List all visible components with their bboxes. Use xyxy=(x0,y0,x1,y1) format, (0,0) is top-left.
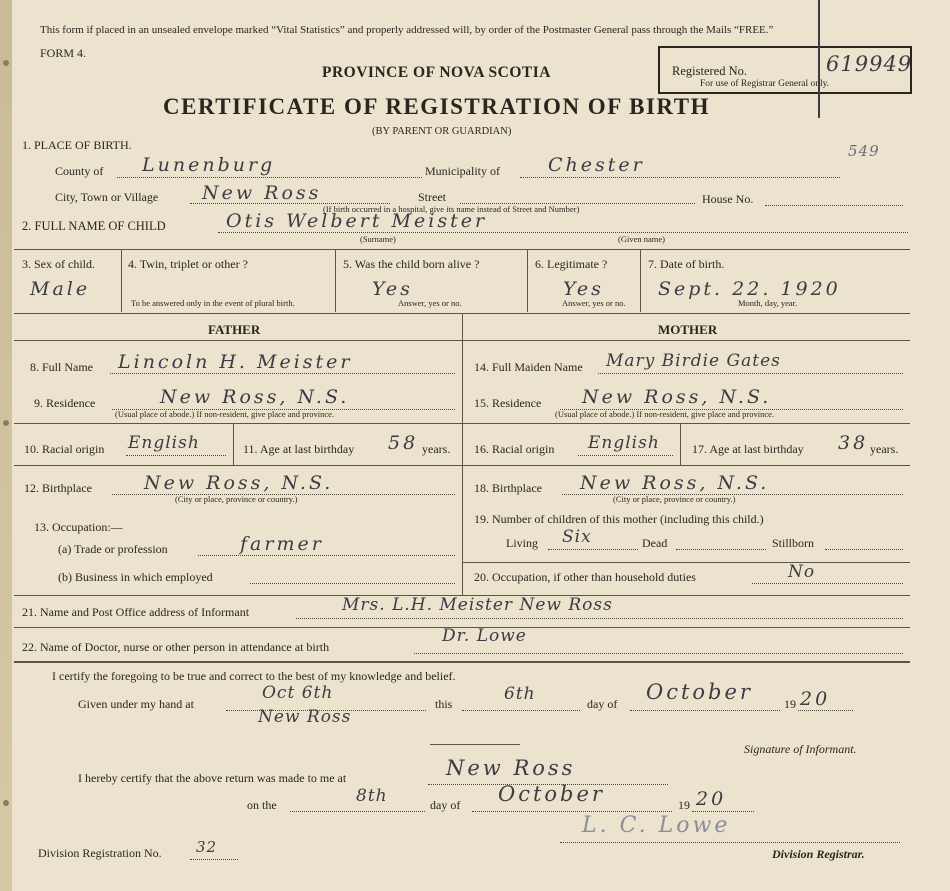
registered-label: Registered No. xyxy=(672,64,747,78)
year-line xyxy=(798,710,853,711)
informant-value: Mrs. L.H. Meister New Ross xyxy=(342,595,613,615)
this-line xyxy=(462,710,580,711)
trade-label: (a) Trade or profession xyxy=(58,542,168,556)
rule xyxy=(462,562,910,563)
living-line xyxy=(548,549,638,550)
business-line xyxy=(250,583,455,584)
given-label: Given under my hand at xyxy=(78,697,194,711)
year-value: 20 xyxy=(800,688,831,710)
divider xyxy=(335,249,336,312)
month-line-2 xyxy=(472,811,672,812)
mother-heading: MOTHER xyxy=(658,322,718,337)
column-divider xyxy=(462,313,463,595)
dead-label: Dead xyxy=(642,536,668,550)
county-value: Lunenburg xyxy=(142,154,276,176)
year-line-2 xyxy=(692,811,754,812)
rule xyxy=(14,340,910,341)
mother-racial-line xyxy=(578,455,673,456)
mother-name-value: Mary Birdie Gates xyxy=(606,351,781,371)
father-name-line xyxy=(110,373,455,374)
living-value: Six xyxy=(562,527,592,547)
binding-strip xyxy=(0,0,12,891)
binding-hole xyxy=(3,420,9,426)
father-age-label: 11. Age at last birthday xyxy=(243,442,355,456)
father-name-label: 8. Full Name xyxy=(30,360,93,374)
mother-name-label: 14. Full Maiden Name xyxy=(474,360,583,374)
father-racial-line xyxy=(126,455,226,456)
pen-stroke xyxy=(818,0,820,118)
doctor-line xyxy=(414,653,903,654)
municipality-value: Chester xyxy=(548,154,645,176)
mother-birthplace-note: (City or place, province or country.) xyxy=(613,494,736,504)
father-racial-label: 10. Racial origin xyxy=(24,442,105,456)
certificate-title: CERTIFICATE OF REGISTRATION OF BIRTH xyxy=(163,94,710,119)
month-line xyxy=(630,710,780,711)
father-years: years. xyxy=(422,442,451,456)
stillborn-label: Stillborn xyxy=(772,536,815,550)
child-name-label: 2. FULL NAME OF CHILD xyxy=(22,219,166,233)
twin-note: To be answered only in the event of plural birth. xyxy=(131,298,295,308)
father-residence-note: (Usual place of abode.) If non-resident, give place and province. xyxy=(115,409,335,419)
registrar-use-note: For use of Registrar General only. xyxy=(700,79,830,89)
informant-label: 21. Name and Post Office address of Informant xyxy=(22,605,250,619)
mother-racial-value: English xyxy=(588,433,660,453)
sex-label: 3. Sex of child. xyxy=(22,257,95,271)
business-label: (b) Business in which employed xyxy=(58,570,213,584)
legitimate-value: Yes xyxy=(563,278,604,300)
rule xyxy=(462,423,910,424)
rule xyxy=(14,249,910,250)
father-heading: FATHER xyxy=(208,322,261,337)
date-note: Month, day, year. xyxy=(738,298,798,308)
mail-notice: This form if placed in an unsealed envelope marked “Vital Statistics” and properly addressed will, by order of the Postmaster General pass through the Mails “FREE.” xyxy=(40,24,774,36)
twin-label: 4. Twin, triplet or other ? xyxy=(128,257,248,271)
mother-years: years. xyxy=(870,442,899,456)
stillborn-line xyxy=(825,549,903,550)
father-birthplace-value: New Ross, N.S. xyxy=(144,472,334,494)
trade-value: farmer xyxy=(240,533,324,555)
binding-hole xyxy=(3,800,9,806)
county-label: County of xyxy=(55,164,104,178)
mother-name-line xyxy=(598,373,903,374)
mother-occupation-label: 20. Occupation, if other than household duties xyxy=(474,570,696,584)
rule xyxy=(14,423,462,424)
registrar-signature: L. C. Lowe xyxy=(582,813,731,838)
father-racial-value: English xyxy=(128,433,200,453)
this-label: this xyxy=(435,697,453,711)
city-value: New Ross xyxy=(202,182,322,204)
division-registrar-label: Division Registrar. xyxy=(772,847,865,861)
form-number: FORM 4. xyxy=(40,46,87,60)
occupation-label: 13. Occupation:— xyxy=(34,520,123,534)
division-no-label: Division Registration No. xyxy=(38,846,162,860)
alive-note: Answer, yes or no. xyxy=(398,298,462,308)
division-no-line xyxy=(190,859,238,860)
father-birthplace-note: (City or place, province or country.) xyxy=(175,494,298,504)
year-prefix: 19 xyxy=(784,697,796,711)
day-of-label: day of xyxy=(587,697,618,711)
children-label: 19. Number of children of this mother (including this child.) xyxy=(474,512,764,526)
mother-racial-label: 16. Racial origin xyxy=(474,442,555,456)
alive-label: 5. Was the child born alive ? xyxy=(343,257,480,271)
given-name-note: (Given name) xyxy=(618,234,665,244)
rule xyxy=(14,465,462,466)
father-residence-value: New Ross, N.S. xyxy=(160,386,350,408)
doctor-label: 22. Name of Doctor, nurse or other person in attendance at birth xyxy=(22,640,330,654)
mother-occupation-line xyxy=(752,583,903,584)
corner-mark: 549 xyxy=(848,142,880,160)
division-no-value: 32 xyxy=(196,838,218,856)
father-birthplace-label: 12. Birthplace xyxy=(24,481,92,495)
house-label: House No. xyxy=(702,192,754,206)
divider xyxy=(640,249,641,312)
rule xyxy=(462,465,910,466)
mother-residence-note: (Usual place of abode.) If non-resident, give place and province. xyxy=(555,409,775,419)
signature-line xyxy=(430,744,520,745)
divider xyxy=(121,249,122,312)
municipality-label: Municipality of xyxy=(425,164,500,178)
child-name-value: Otis Welbert Meister xyxy=(226,210,488,232)
signature-informant: Signature of Informant. xyxy=(744,742,857,756)
father-name-value: Lincoln H. Meister xyxy=(118,351,353,373)
return-text: I hereby certify that the above return was made to me at xyxy=(78,771,347,785)
legitimate-label: 6. Legitimate ? xyxy=(535,257,608,271)
informant-line xyxy=(296,618,903,619)
mother-occupation-value: No xyxy=(788,562,816,582)
mother-age-label: 17. Age at last birthday xyxy=(692,442,804,456)
mother-birthplace-label: 18. Birthplace xyxy=(474,481,542,495)
legitimate-note: Answer, yes or no. xyxy=(562,298,626,308)
mother-residence-label: 15. Residence xyxy=(474,396,542,410)
date-label: 7. Date of birth. xyxy=(648,257,725,271)
living-label: Living xyxy=(506,536,538,550)
given-value: Oct 6th xyxy=(262,683,334,703)
given-place: New Ross xyxy=(258,707,352,727)
street-note: (If birth occurred in a hospital, give its name instead of Street and Number) xyxy=(323,204,580,214)
certificate-subtitle: (BY PARENT OR GUARDIAN) xyxy=(372,126,512,137)
place-heading: 1. PLACE OF BIRTH. xyxy=(22,138,132,152)
divider xyxy=(527,249,528,312)
city-label: City, Town or Village xyxy=(55,190,159,204)
divider xyxy=(233,423,234,465)
child-name-line xyxy=(218,232,908,233)
on-the-line xyxy=(290,811,425,812)
year-value-2: 20 xyxy=(696,788,727,810)
mother-age-value: 38 xyxy=(838,432,869,454)
province-title: PROVINCE OF NOVA SCOTIA xyxy=(322,64,551,81)
day-of-label-2: day of xyxy=(430,798,461,812)
mother-birthplace-value: New Ross, N.S. xyxy=(580,472,770,494)
on-the-label: on the xyxy=(247,798,277,812)
house-line xyxy=(765,205,903,206)
divider xyxy=(680,423,681,465)
doctor-value: Dr. Lowe xyxy=(442,626,527,646)
this-value: 6th xyxy=(504,684,536,704)
registered-number: 619949 xyxy=(826,52,913,76)
father-residence-label: 9. Residence xyxy=(34,396,96,410)
sex-value: Male xyxy=(30,278,91,300)
binding-hole xyxy=(3,60,9,66)
dead-line xyxy=(676,549,766,550)
date-value: Sept. 22. 1920 xyxy=(658,278,841,300)
rule xyxy=(14,661,910,663)
trade-line xyxy=(198,555,455,556)
certify-text: I certify the foregoing to be true and correct to the best of my knowledge and belief. xyxy=(52,669,456,683)
on-the-value: 8th xyxy=(356,786,388,806)
mother-residence-value: New Ross, N.S. xyxy=(582,386,772,408)
year-prefix-2: 19 xyxy=(678,798,690,812)
street-label: Street xyxy=(418,190,446,204)
alive-value: Yes xyxy=(372,278,413,300)
father-age-value: 58 xyxy=(388,432,419,454)
registrar-line xyxy=(560,842,900,843)
month-value: October xyxy=(646,680,753,704)
surname-note: (Surname) xyxy=(360,234,396,244)
county-line xyxy=(117,177,422,178)
municipality-line xyxy=(520,177,840,178)
month-value-2: October xyxy=(498,782,605,806)
return-place: New Ross xyxy=(446,756,576,780)
